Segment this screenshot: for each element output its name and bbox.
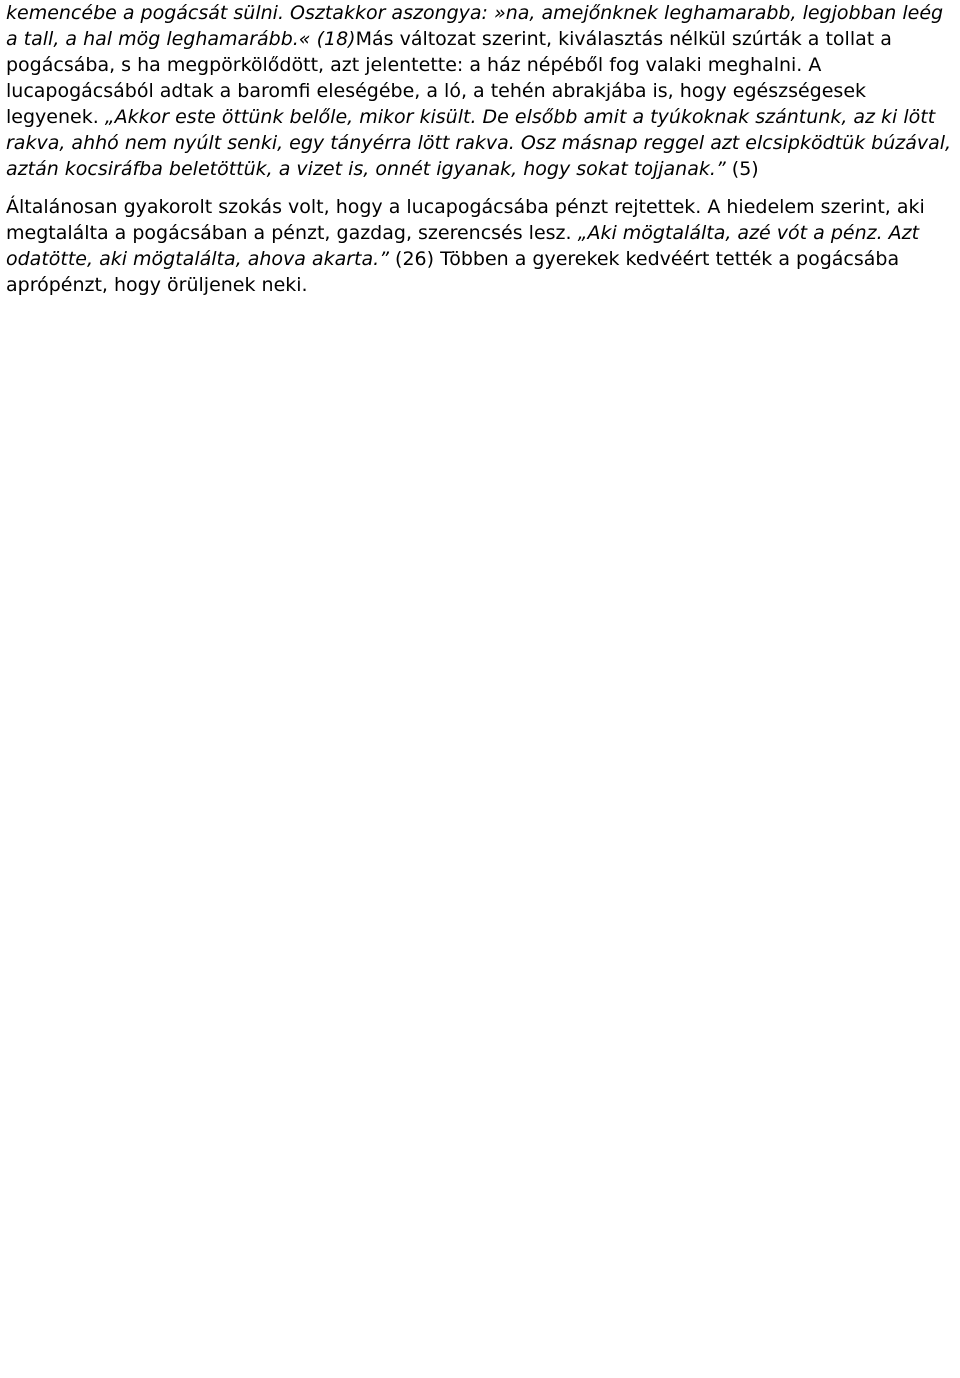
paragraph-2-run-1: Általánosan gyakorolt szokás volt, hogy a lucapogácsába pénzt rejtettek. A hiedelem szerint, aki megtalálta a pogácsában a pénzt, gazdag, szerencsés lesz. xyxy=(6,196,925,244)
document-page xyxy=(0,0,960,298)
paragraph-1 xyxy=(6,0,954,182)
paragraph-1-run-1: kemencébe a pogácsát sülni. Osztakkor aszongya: »na, amejőnknek leghamarabb, legjobban leég a tall, a hal mög leghamarább.« (18) xyxy=(6,2,944,50)
paragraph-1-run-4: (5) xyxy=(725,158,759,180)
paragraph-2 xyxy=(6,194,954,298)
paragraph-1-run-3: „Akkor este öttünk belőle, mikor kisült. De elsőbb amit a tyúkoknak szántunk, az ki lött rakva, ahhó nem nyúlt senki, egy tányérra lött rakva. Osz másnap reggel azt elcsipködtük búzával, aztán kocsiráfba beletöttük, a vizet is, onnét igyanak, hogy sokat tojjanak.” xyxy=(6,106,952,180)
paragraph-1-run-2: Más változat szerint, kiválasztás nélkül szúrták a tollat a pogácsába, s ha megpörkölődött, azt jelentette: a ház népéből fog valaki meghalni. A lucapogácsából adtak a baromfi eleségébe, a ló, a tehén abrakjába is, hogy egészségesek legyenek. xyxy=(6,28,892,128)
paragraph-2-run-3: (26) Többen a gyerekek kedvéért tették a pogácsába aprópénzt, hogy örüljenek neki. xyxy=(6,248,900,296)
paragraph-2-run-2: „Aki mögtalálta, azé vót a pénz. Azt odatötte, aki mögtalálta, ahova akarta.” xyxy=(6,222,920,270)
